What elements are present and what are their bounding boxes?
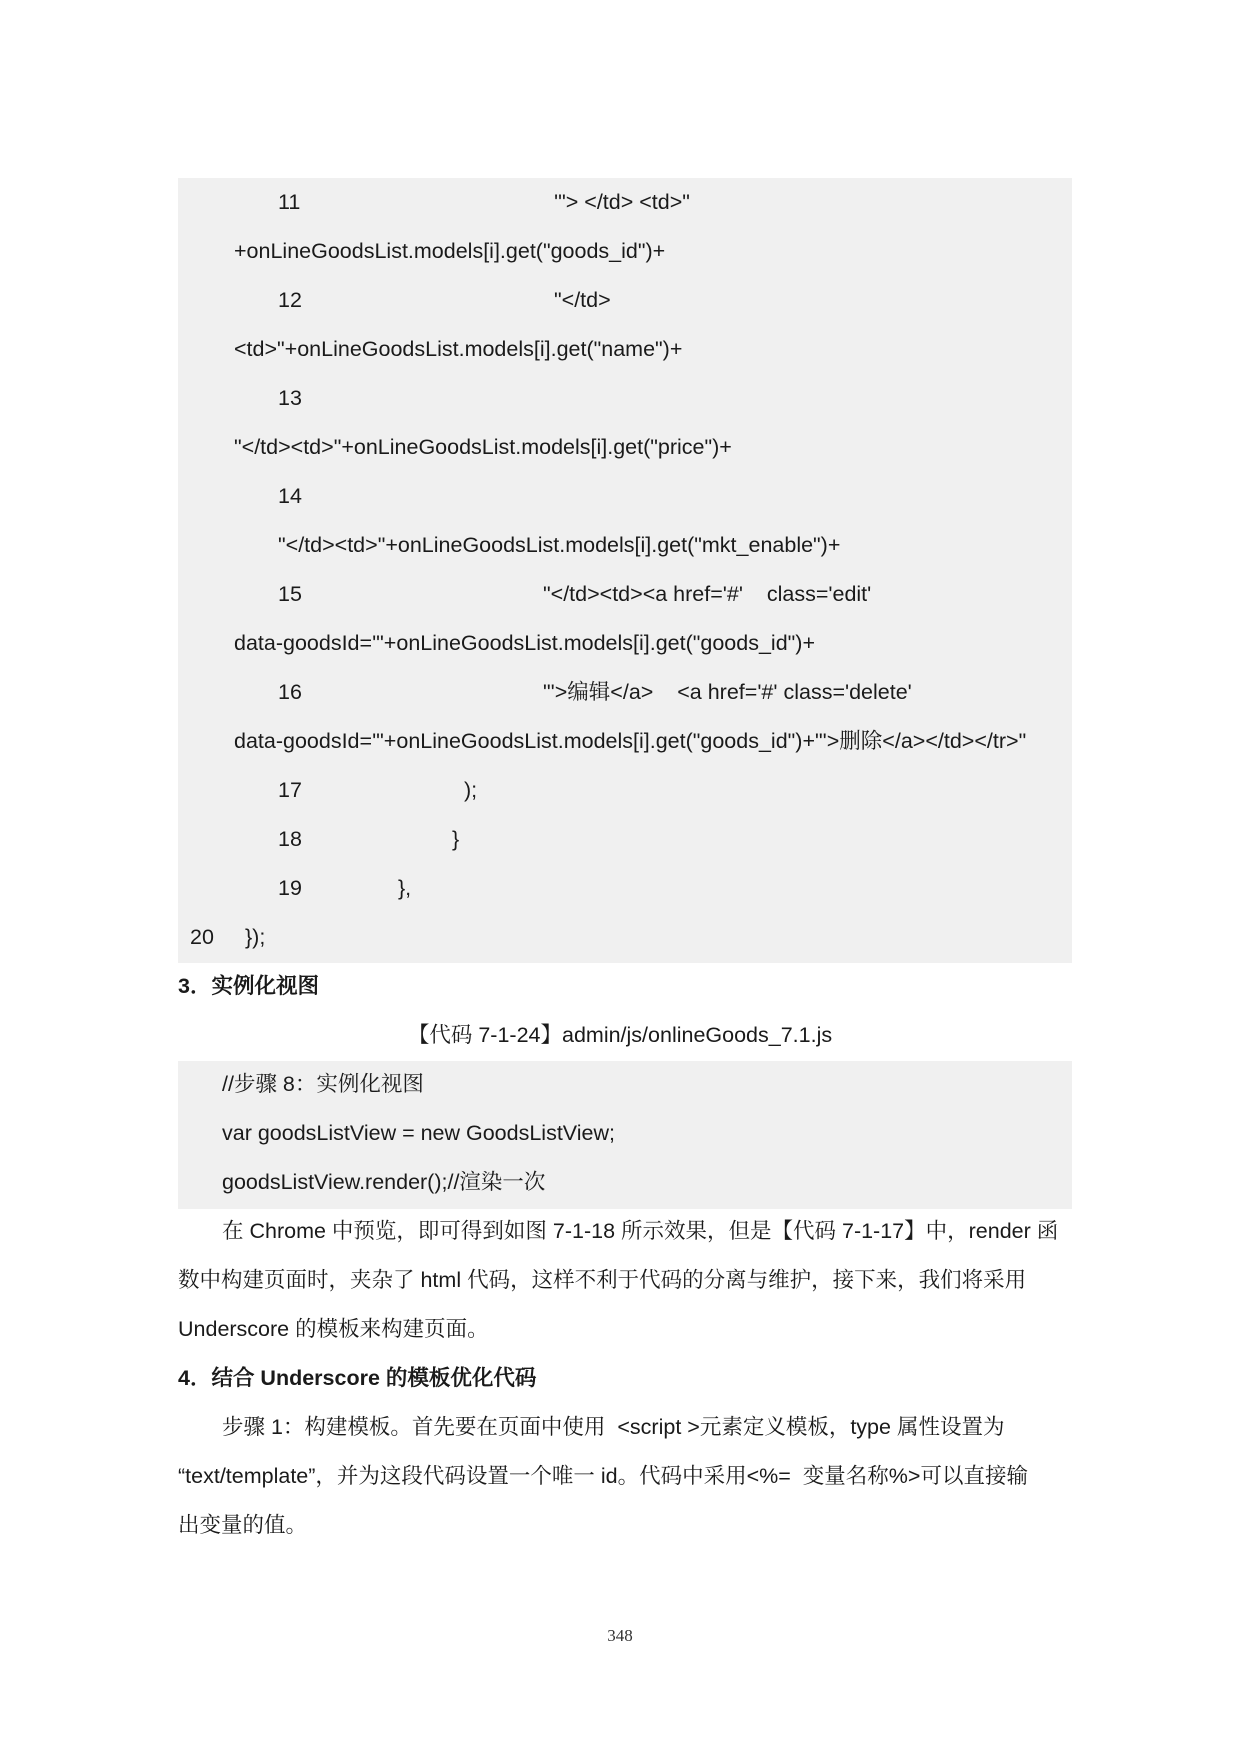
code-line: +onLineGoodsList.models[i].get("goods_id")+ xyxy=(234,239,666,263)
code-line: "</td><td>"+onLineGoodsList.models[i].get("price")+ xyxy=(234,435,732,459)
line-number: 11 xyxy=(278,190,301,214)
line-number: 19 xyxy=(278,876,302,900)
code-line: //步骤 8：实例化视图 xyxy=(222,1072,424,1096)
code-line: }, xyxy=(398,876,412,900)
paragraph-line: Underscore 的模板来构建页面。 xyxy=(178,1317,489,1341)
line-number: 12 xyxy=(278,288,302,312)
code-line: var goodsListView = new GoodsListView; xyxy=(222,1121,615,1145)
code-line: <td>"+onLineGoodsList.models[i].get("name")+ xyxy=(234,337,683,361)
page-number: 348 xyxy=(607,1626,633,1645)
line-number: 20 xyxy=(190,925,214,949)
section-heading: 3．实例化视图 xyxy=(178,974,319,998)
line-number: 15 xyxy=(278,582,302,606)
line-number: 17 xyxy=(278,778,302,802)
code-line: '"> </td> <td>" xyxy=(554,190,690,214)
line-number: 18 xyxy=(278,827,302,851)
code-line: data-goodsId='"+onLineGoodsList.models[i].get("goods_id")+"'>删除</a></td></tr>" xyxy=(234,729,1027,753)
line-number: 14 xyxy=(278,484,302,508)
code-line: ); xyxy=(464,778,478,802)
paragraph-line: 出变量的值。 xyxy=(178,1513,308,1537)
code-line: goodsListView.render();//渲染一次 xyxy=(222,1170,546,1194)
paragraph-line: 在 Chrome 中预览，即可得到如图 7-1-18 所示效果，但是【代码 7-1-17】中，render 函 xyxy=(222,1219,1059,1243)
code-line: } xyxy=(452,827,460,851)
paragraph-line: 步骤 1：构建模板。首先要在页面中使用 <script >元素定义模板，type 属性设置为 xyxy=(222,1415,1005,1439)
code-line: "</td><td>"+onLineGoodsList.models[i].get("mkt_enable")+ xyxy=(278,533,841,557)
paragraph-line: 数中构建页面时，夹杂了 html 代码，这样不利于代码的分离与维护，接下来，我们将采用 xyxy=(178,1268,1027,1292)
code-line: }); xyxy=(245,925,266,949)
code-line: "</td> xyxy=(554,288,611,312)
code-line: data-goodsId='"+onLineGoodsList.models[i].get("goods_id")+ xyxy=(234,631,816,655)
section-heading: 4．结合 Underscore 的模板优化代码 xyxy=(178,1366,537,1390)
code-caption: 【代码 7-1-24】admin/js/onlineGoods_7.1.js xyxy=(407,1023,833,1047)
line-number: 16 xyxy=(278,680,302,704)
code-line: "</td><td><a href='#' class='edit' xyxy=(543,582,872,606)
line-number: 13 xyxy=(278,386,302,410)
paragraph-line: “text/template”，并为这段代码设置一个唯一 id。代码中采用<%= 变量名称%>可以直接输 xyxy=(178,1464,1028,1488)
code-line: "'>编辑</a> <a href='#' class='delete' xyxy=(543,680,912,704)
code-block-1 xyxy=(178,178,1072,963)
